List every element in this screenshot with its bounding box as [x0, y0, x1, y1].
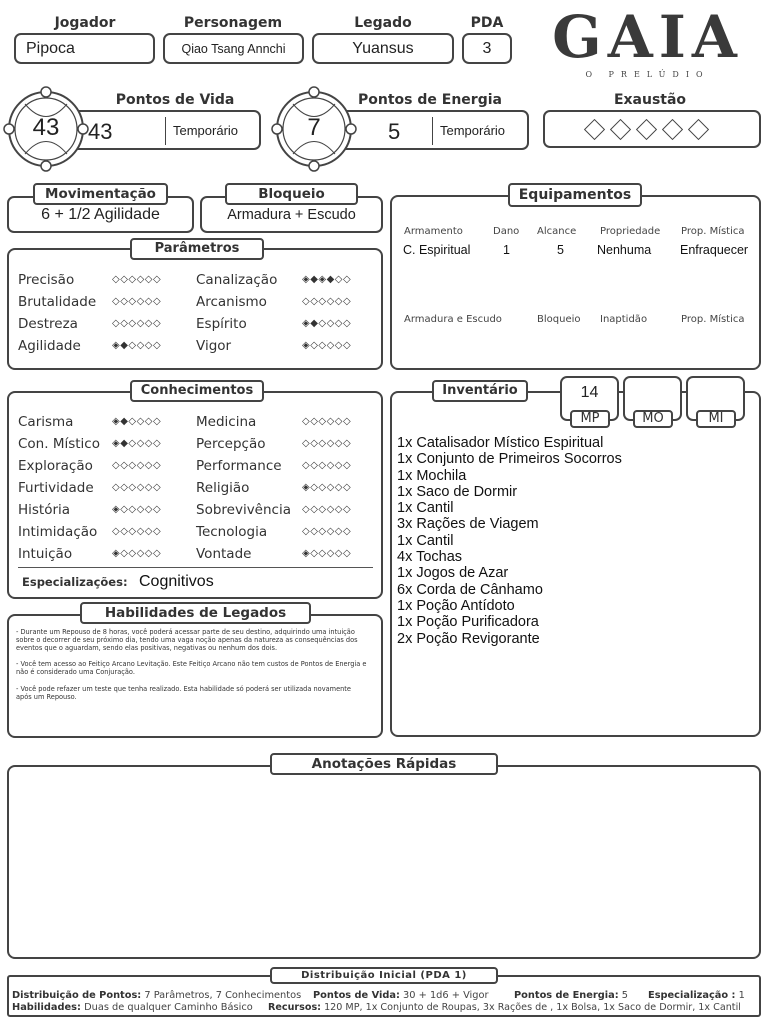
legado-value: Yuansus: [352, 39, 414, 57]
con-historia-label: História: [18, 502, 71, 518]
pda-value: 3: [482, 39, 492, 57]
bloqueio-label: Bloqueio: [225, 183, 358, 205]
pda-field[interactable]: [462, 33, 512, 64]
dist-habilidades: [12, 1002, 253, 1013]
parametros-label: Parâmetros: [130, 238, 264, 260]
bloqueio-value: Armadura + Escudo: [227, 206, 356, 223]
energia-temp-label: Temporário: [440, 123, 506, 138]
movimentacao-label: Movimentação: [33, 183, 168, 205]
con-sobrevivencia-dots[interactable]: ◇◇◇◇◇◇: [302, 504, 352, 515]
dist-recursos: [268, 1002, 741, 1013]
param-destreza-dots[interactable]: ◇◇◇◇◇◇: [112, 318, 162, 329]
con-intimidacao-dots[interactable]: ◇◇◇◇◇◇: [112, 526, 162, 537]
inventario-item: 1x Poção Purificadora: [397, 614, 539, 631]
exaustao-diamond-2[interactable]: [610, 119, 631, 140]
dist-hab-value: Duas de qualquer Caminho Básico: [84, 1002, 253, 1013]
dist-rec-label: Recursos:: [268, 1002, 321, 1013]
legado-field[interactable]: [312, 33, 454, 64]
eq-header-alcance: Alcance: [537, 226, 577, 237]
anotacoes-label: Anotações Rápidas: [270, 753, 498, 775]
logo-subtitle: O PRELÚDIO: [585, 70, 710, 79]
param-vigor-label: Vigor: [196, 338, 232, 354]
vida-max[interactable]: 43: [32, 114, 60, 141]
habilidade-3: - Você pode refazer um teste que tenha realizado. Esta habilidade só poderá ser utilizada novamente após um Repouso.: [16, 685, 351, 701]
con-sobrevivencia-label: Sobrevivência: [196, 502, 291, 518]
vida-atual[interactable]: 43: [88, 119, 113, 144]
mi-label: MI: [696, 410, 736, 428]
con-carisma-dots[interactable]: ◈◆◇◇◇◇: [112, 416, 162, 427]
eq-header-prop-mistica-2: Prop. Mística: [681, 314, 745, 325]
param-espirito-label: Espírito: [196, 316, 247, 332]
personagem-field[interactable]: [163, 33, 304, 64]
vida-label: Pontos de Vida: [115, 92, 235, 108]
con-religiao-label: Religião: [196, 480, 250, 496]
exaustao-diamond-1[interactable]: [584, 119, 605, 140]
eq-header-propriedade: Propriedade: [600, 226, 661, 237]
jogador-value: Pipoca: [26, 39, 75, 57]
mp-value: 14: [580, 384, 599, 401]
dist-pontos: [12, 990, 301, 1001]
con-exploracao-dots[interactable]: ◇◇◇◇◇◇: [112, 460, 162, 471]
param-vigor-dots[interactable]: ◈◇◇◇◇◇: [302, 340, 352, 351]
inventario-item: 1x Conjunto de Primeiros Socorros: [397, 451, 622, 468]
anotacoes-panel[interactable]: [7, 765, 761, 959]
personagem-value: Qiao Tsang Annchi: [181, 41, 286, 56]
dist-rec-value: 120 MP, 1x Conjunto de Roupas, 3x Rações de , 1x Bolsa, 1x Saco de Dormir, 1x Cantil: [324, 1002, 741, 1013]
dist-energia: [514, 990, 628, 1001]
inventario-item: 4x Tochas: [397, 549, 463, 566]
inventario-item: 1x Cantil: [397, 500, 454, 517]
inventario-list[interactable]: [397, 435, 622, 647]
eq-propriedade[interactable]: Nenhuma: [597, 243, 652, 257]
param-arcanismo-label: Arcanismo: [196, 294, 267, 310]
habilidade-1: - Durante um Repouso de 8 horas, você poderá acessar parte de seu destino, adquirindo uma intuição sobre o decorrer de seu próximo dia, tendo uma vaga noção apenas da natureza as consequências dos eventos que o aguardam, sendo elas positivas, negativas ou nenhum dos dois.: [16, 628, 358, 652]
legado-label: Legado: [354, 15, 412, 31]
con-historia-dots[interactable]: ◈◇◇◇◇◇: [112, 504, 162, 515]
exaustao-label: Exaustão: [613, 92, 687, 108]
eq-dano[interactable]: 1: [503, 243, 510, 257]
energia-atual[interactable]: 5: [388, 119, 401, 144]
vida-box: [68, 110, 261, 150]
dist-espec-label: Especialização :: [648, 990, 736, 1001]
dist-hab-label: Habilidades:: [12, 1002, 81, 1013]
param-precisao-dots[interactable]: ◇◇◇◇◇◇: [112, 274, 162, 285]
eq-header-armamento: Armamento: [404, 226, 463, 237]
con-tecnologia-label: Tecnologia: [196, 524, 268, 540]
con-furtividade-dots[interactable]: ◇◇◇◇◇◇: [112, 482, 162, 493]
dist-vida-value: 30 + 1d6 + Vigor: [403, 990, 489, 1001]
param-arcanismo-dots[interactable]: ◇◇◇◇◇◇: [302, 296, 352, 307]
gaia-logo: [540, 3, 755, 79]
con-intimidacao-label: Intimidação: [18, 524, 98, 540]
con-furtividade-label: Furtividade: [18, 480, 94, 496]
param-destreza-label: Destreza: [18, 316, 78, 332]
con-exploracao-label: Exploração: [18, 458, 93, 474]
param-agilidade-dots[interactable]: ◈◆◇◇◇◇: [112, 340, 162, 351]
param-canalizacao-label: Canalização: [196, 272, 278, 288]
inventario-item: 1x Jogos de Azar: [397, 565, 509, 582]
param-espirito-dots[interactable]: ◈◆◇◇◇◇: [302, 318, 352, 329]
param-precisao-label: Precisão: [18, 272, 75, 288]
con-intuicao-label: Intuição: [18, 546, 73, 562]
distribuicao-label: Distribuição Inicial (PDA 1): [270, 967, 498, 984]
movimentacao-value: 6 + 1/2 Agilidade: [41, 205, 160, 223]
personagem-label: Personagem: [183, 15, 283, 31]
con-con-mistico-label: Con. Místico: [18, 436, 100, 452]
inventario-item: 1x Cantil: [397, 532, 454, 549]
eq-alcance[interactable]: 5: [557, 243, 564, 257]
mo-label: MO: [633, 410, 673, 428]
energia-divider: [432, 117, 433, 145]
dist-pontos-label: Distribuição de Pontos:: [12, 990, 142, 1001]
dist-pontos-value: 7 Parâmetros, 7 Conhecimentos: [144, 990, 302, 1001]
exaustao-diamond-5[interactable]: [688, 119, 709, 140]
param-brutalidade-dots[interactable]: ◇◇◇◇◇◇: [112, 296, 162, 307]
eq-header-bloqueio: Bloqueio: [537, 314, 581, 325]
con-performance-dots[interactable]: ◇◇◇◇◇◇: [302, 460, 352, 471]
especializacoes-label: Especializações:: [22, 575, 128, 589]
inventario-item: 1x Mochila: [397, 467, 467, 484]
con-performance-label: Performance: [196, 458, 282, 474]
con-carisma-label: Carisma: [18, 414, 74, 430]
inventario-item: 6x Corda de Cânhamo: [397, 581, 543, 598]
con-medicina-label: Medicina: [196, 414, 257, 430]
con-medicina-dots[interactable]: ◇◇◇◇◇◇: [302, 416, 352, 427]
dist-espec: [648, 990, 745, 1001]
con-religiao-dots[interactable]: ◈◇◇◇◇◇: [302, 482, 352, 493]
con-intuicao-dots[interactable]: ◈◇◇◇◇◇: [112, 548, 162, 559]
con-vontade-dots[interactable]: ◈◇◇◇◇◇: [302, 548, 352, 559]
param-canalizacao-dots[interactable]: ◈◆◈◆◇◇: [302, 274, 352, 285]
jogador-label: Jogador: [54, 15, 116, 31]
logo-title: GAIA: [552, 3, 743, 71]
dist-vida: [313, 990, 489, 1001]
param-agilidade-label: Agilidade: [18, 338, 81, 354]
inventario-item: 1x Saco de Dormir: [397, 483, 518, 500]
inventario-item: 1x Catalisador Místico Espiritual: [397, 435, 604, 451]
dist-energia-value: 5: [621, 990, 629, 1001]
especializacoes-value[interactable]: Cognitivos: [139, 573, 214, 590]
eq-header-armadura: Armadura e Escudo: [404, 314, 502, 325]
con-con-mistico-dots[interactable]: ◈◆◇◇◇◇: [112, 438, 162, 449]
vida-divider: [165, 117, 166, 145]
inventario-item: 3x Rações de Viagem: [397, 516, 539, 533]
eq-armamento[interactable]: C. Espiritual: [403, 243, 471, 257]
param-brutalidade-label: Brutalidade: [18, 294, 97, 310]
energia-box: [336, 110, 529, 150]
eq-header-dano: Dano: [493, 226, 520, 237]
jogador-field[interactable]: [14, 33, 155, 64]
equipamentos-panel: [390, 195, 761, 370]
inventario-label: Inventário: [432, 380, 528, 402]
dist-energia-label: Pontos de Energia:: [514, 990, 619, 1001]
habilidade-2: - Você tem acesso ao Feitiço Arcano Levitação. Este Feitiço Arcano não tem custos de Pontos de Energia e não é considerado uma Conjuração.: [16, 660, 367, 676]
inventario-item: 1x Poção Antídoto: [397, 597, 515, 614]
dist-espec-value: 1: [738, 990, 745, 1001]
exaustao-diamond-4[interactable]: [662, 119, 683, 140]
conhecimentos-label: Conhecimentos: [130, 380, 264, 402]
con-vontade-label: Vontade: [196, 546, 252, 562]
pda-label: PDA: [470, 15, 504, 31]
inventario-item: 2x Poção Revigorante: [397, 630, 540, 647]
habilidades-label: Habilidades de Legados: [80, 602, 311, 624]
vida-temp-label: Temporário: [173, 123, 239, 138]
eq-prop-mistica[interactable]: Enfraquecer: [680, 243, 749, 257]
equipamentos-label: Equipamentos: [508, 183, 642, 207]
con-tecnologia-dots[interactable]: ◇◇◇◇◇◇: [302, 526, 352, 537]
dist-vida-label: Pontos de Vida:: [313, 990, 400, 1001]
energia-label: Pontos de Energia: [358, 92, 502, 108]
energia-max[interactable]: 7: [307, 114, 321, 141]
con-percepcao-label: Percepção: [196, 436, 266, 452]
mp-label: MP: [570, 410, 610, 428]
exaustao-diamond-3[interactable]: [636, 119, 657, 140]
eq-header-inaptidao: Inaptidão: [600, 314, 648, 325]
eq-header-prop-mistica: Prop. Mística: [681, 226, 745, 237]
exaustao-box: [543, 110, 761, 148]
con-percepcao-dots[interactable]: ◇◇◇◇◇◇: [302, 438, 352, 449]
especializacoes-divider: [18, 567, 373, 568]
